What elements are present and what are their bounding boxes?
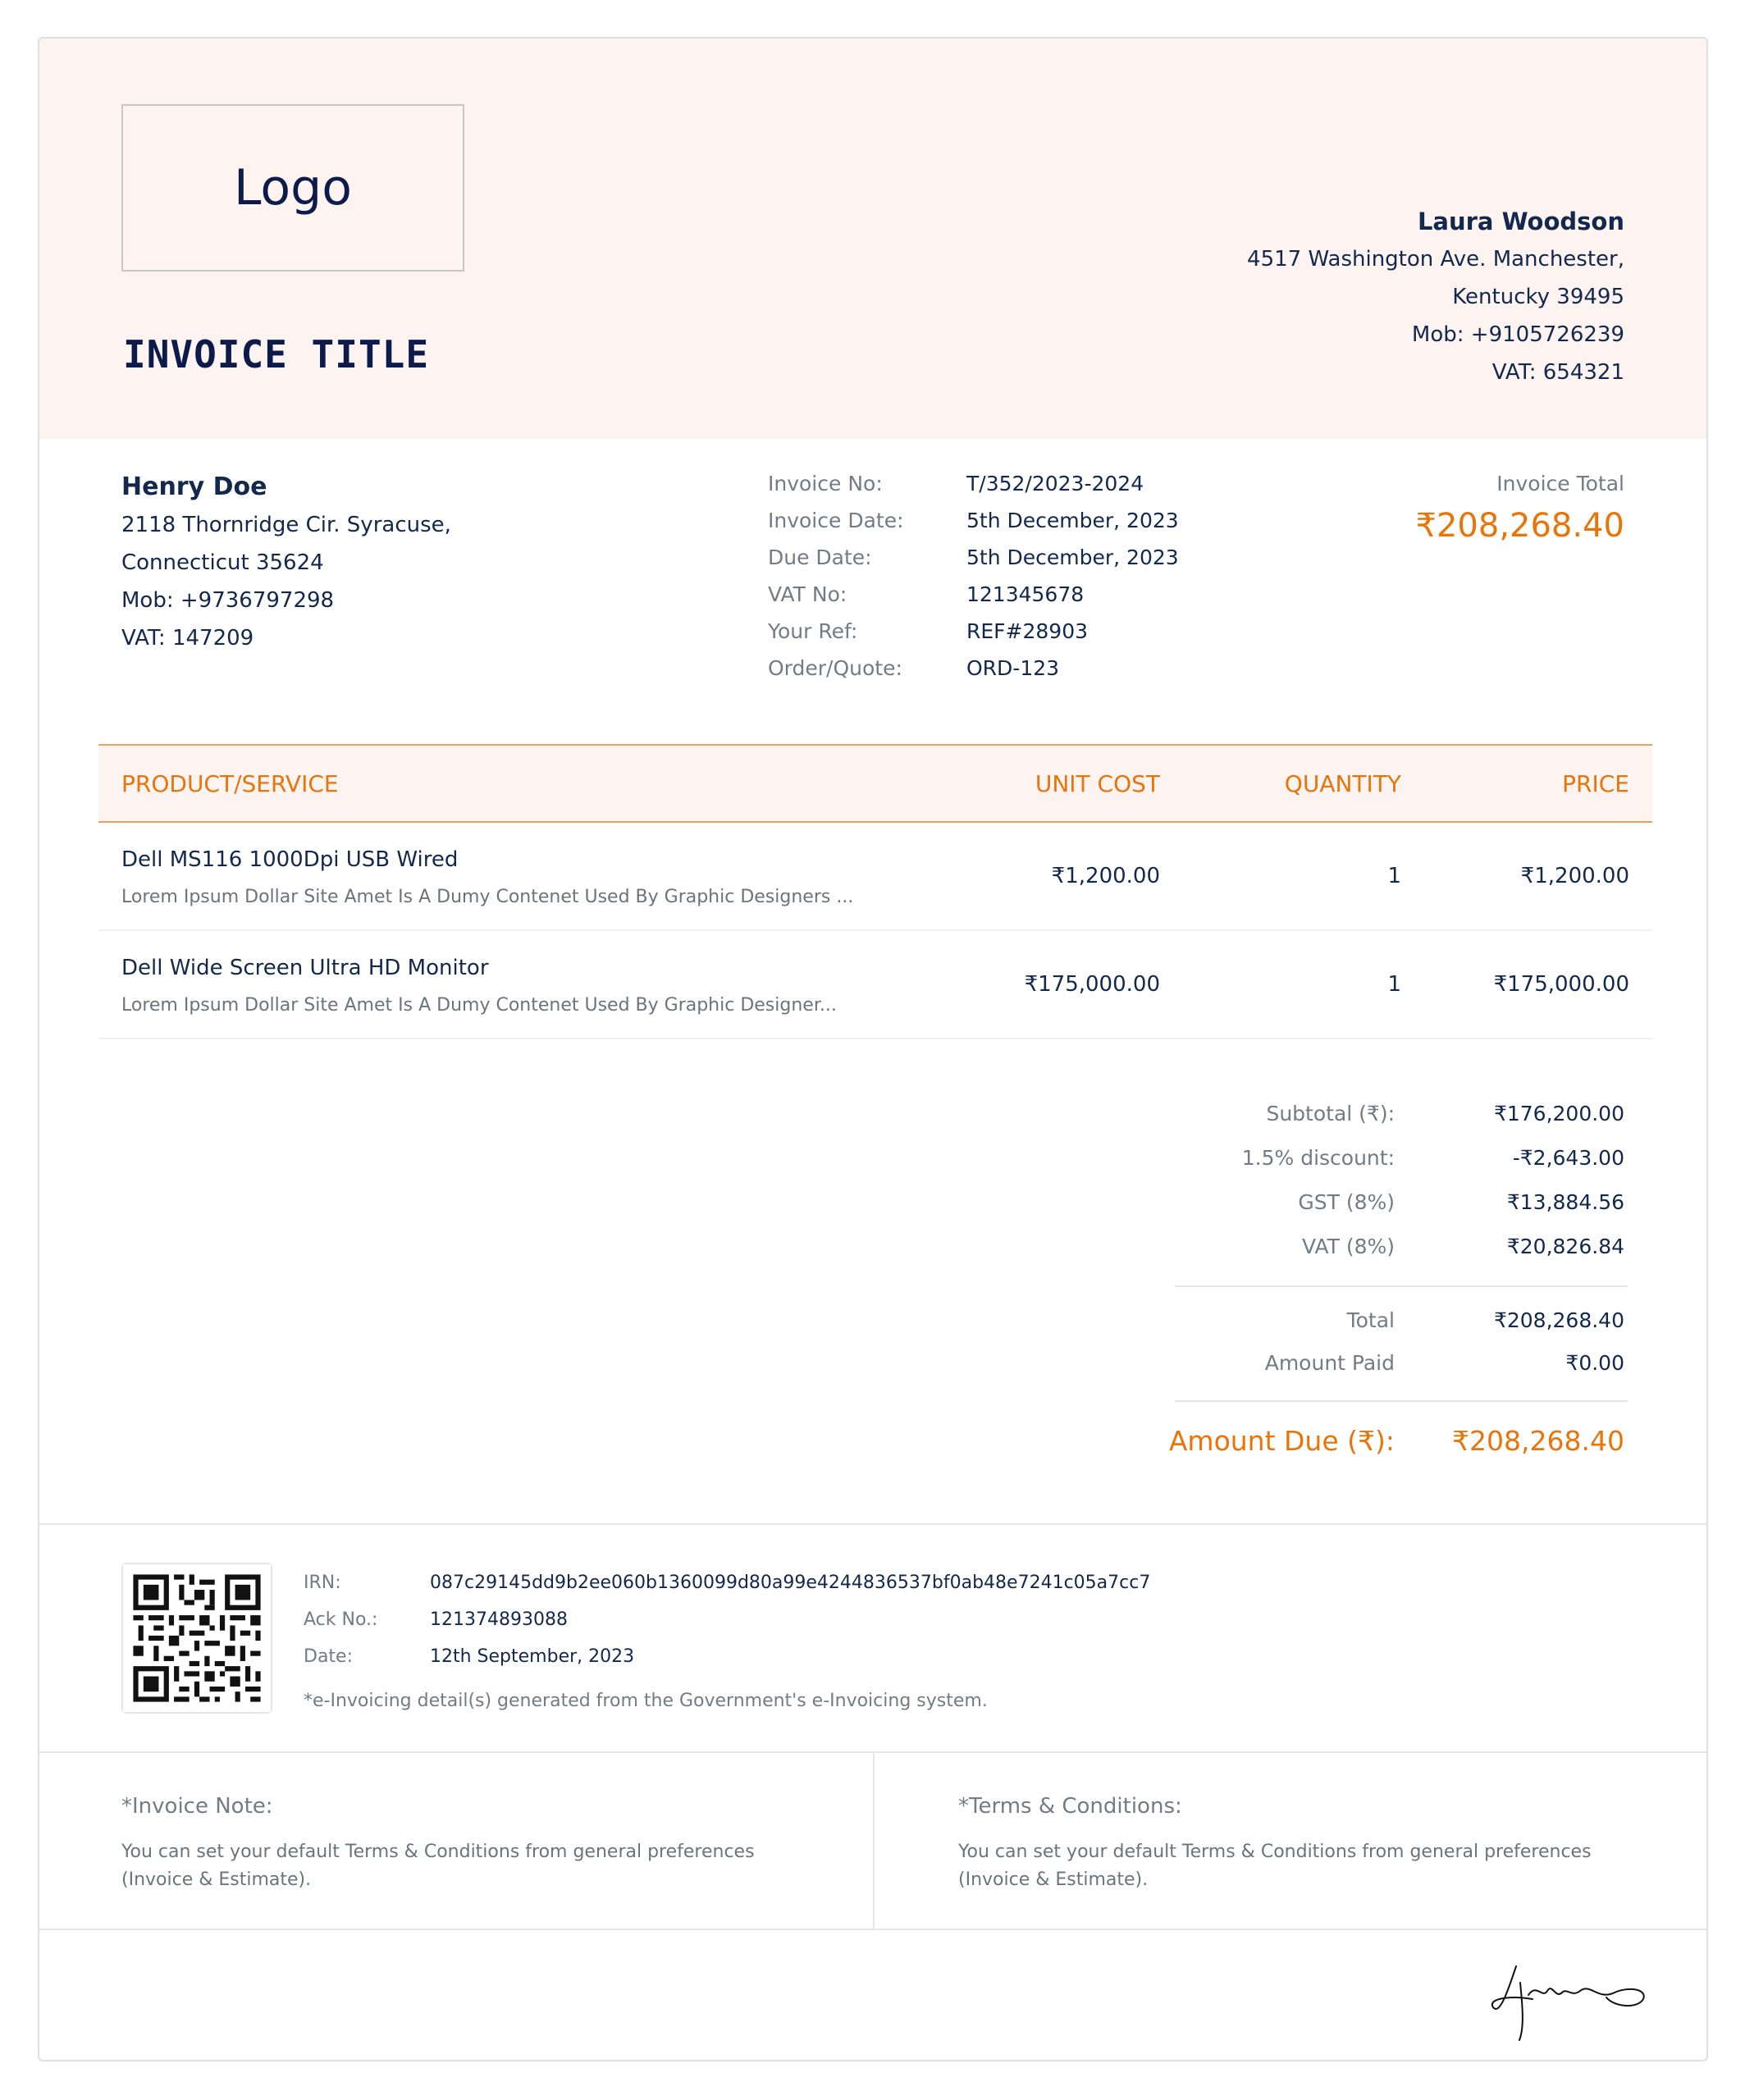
einv-date-value: 12th September, 2023 bbox=[430, 1646, 635, 1667]
summary-amount-due bbox=[1116, 1425, 1624, 1469]
header-unit-cost: UNIT COST bbox=[1035, 770, 1160, 797]
total-value: ₹208,268.40 bbox=[1493, 1308, 1624, 1332]
meta-label: Your Ref: bbox=[768, 619, 858, 643]
subtotal-value: ₹176,200.00 bbox=[1493, 1102, 1624, 1125]
meta-row bbox=[768, 502, 1179, 539]
table-row bbox=[98, 931, 1652, 1039]
vat-value: ₹20,826.84 bbox=[1506, 1235, 1624, 1258]
total-label: Total bbox=[1346, 1308, 1395, 1332]
e-invoice-note: *e-Invoicing detail(s) generated from the Government's e-Invoicing system. bbox=[304, 1691, 988, 1711]
notes-column-divider bbox=[873, 1753, 875, 1929]
sender-vat: VAT: 654321 bbox=[1491, 360, 1624, 385]
qr-code bbox=[121, 1563, 272, 1714]
meta-label: Invoice Date: bbox=[768, 509, 904, 532]
ack-label: Ack No.: bbox=[304, 1609, 378, 1630]
einv-date-row bbox=[304, 1638, 1150, 1675]
summary-subtotal bbox=[1116, 1102, 1624, 1146]
buyer-vat: VAT: 147209 bbox=[121, 626, 254, 651]
summary-amount-paid bbox=[1116, 1351, 1624, 1395]
meta-label: Due Date: bbox=[768, 546, 872, 569]
item-quantity: 1 bbox=[1387, 972, 1401, 997]
meta-row bbox=[768, 539, 1179, 576]
invoice-total-box bbox=[1416, 465, 1624, 545]
header-quantity: QUANTITY bbox=[1284, 770, 1401, 797]
item-name: Dell Wide Screen Ultra HD Monitor bbox=[121, 956, 489, 980]
amount-due-value: ₹208,268.40 bbox=[1452, 1425, 1624, 1457]
einv-date-label: Date: bbox=[304, 1646, 353, 1667]
discount-value: -₹2,643.00 bbox=[1512, 1146, 1624, 1170]
meta-value: 5th December, 2023 bbox=[966, 546, 1179, 569]
ack-value: 121374893088 bbox=[430, 1609, 568, 1630]
gst-label: GST (8%) bbox=[1298, 1190, 1395, 1214]
summary-divider bbox=[1175, 1400, 1628, 1402]
meta-label: VAT No: bbox=[768, 582, 847, 606]
item-unit-cost: ₹1,200.00 bbox=[1051, 864, 1160, 888]
sender-name: Laura Woodson bbox=[1417, 208, 1624, 235]
logo-placeholder: Logo bbox=[121, 104, 464, 272]
invoice-card bbox=[38, 37, 1708, 2061]
meta-value: 5th December, 2023 bbox=[966, 509, 1179, 532]
section-divider bbox=[39, 1523, 1706, 1525]
terms-text: You can set your default Terms & Conditions from general preferences (Invoice & Estimate). bbox=[958, 1842, 1592, 1890]
irn-label: IRN: bbox=[304, 1573, 341, 1593]
e-invoice-details bbox=[304, 1564, 1150, 1675]
qr-code-icon bbox=[123, 1564, 271, 1712]
invoice-title: INVOICE TITLE bbox=[123, 332, 430, 377]
table-row bbox=[98, 823, 1652, 931]
invoice-total-value: ₹208,268.40 bbox=[1415, 507, 1624, 545]
item-unit-cost: ₹175,000.00 bbox=[1024, 972, 1160, 997]
meta-row bbox=[768, 465, 1179, 502]
invoice-meta bbox=[768, 465, 1179, 687]
header-price: PRICE bbox=[1562, 770, 1629, 797]
terms-title: *Terms & Conditions: bbox=[958, 1794, 1182, 1819]
gst-value: ₹13,884.56 bbox=[1506, 1190, 1624, 1214]
vat-label: VAT (8%) bbox=[1301, 1235, 1395, 1258]
summary-divider bbox=[1175, 1285, 1628, 1287]
ack-row bbox=[304, 1601, 1150, 1638]
buyer-block bbox=[121, 468, 451, 657]
invoice-total-label: Invoice Total bbox=[1496, 472, 1624, 495]
buyer-address-line2: Connecticut 35624 bbox=[121, 550, 324, 575]
meta-label: Order/Quote: bbox=[768, 656, 902, 680]
invoice-note-title: *Invoice Note: bbox=[121, 1794, 273, 1819]
sender-block bbox=[1247, 203, 1624, 391]
subtotal-label: Subtotal (₹): bbox=[1266, 1102, 1395, 1125]
meta-row bbox=[768, 576, 1179, 613]
amount-due-label: Amount Due (₹): bbox=[1168, 1425, 1395, 1457]
meta-row bbox=[768, 650, 1179, 687]
buyer-name: Henry Doe bbox=[121, 472, 267, 501]
invoice-note-text: You can set your default Terms & Conditions from general preferences (Invoice & Estimate). bbox=[121, 1842, 755, 1890]
sender-mobile: Mob: +9105726239 bbox=[1411, 322, 1624, 347]
items-table-header bbox=[98, 744, 1652, 823]
meta-row bbox=[768, 613, 1179, 650]
item-description: Lorem Ipsum Dollar Site Amet Is A Dumy Contenet Used By Graphic Designers ... bbox=[121, 887, 854, 907]
summary-total bbox=[1116, 1308, 1624, 1353]
irn-value: 087c29145dd9b2ee060b1360099d80a99e4244836537bf0ab48e7241c05a7cc7 bbox=[430, 1573, 1151, 1593]
discount-label: 1.5% discount: bbox=[1241, 1146, 1395, 1170]
signature-icon bbox=[1483, 1950, 1664, 2048]
summary-vat bbox=[1116, 1235, 1624, 1279]
summary-gst bbox=[1116, 1190, 1624, 1235]
sender-address-line2: Kentucky 39495 bbox=[1452, 285, 1624, 309]
sender-address-line1: 4517 Washington Ave. Manchester, bbox=[1247, 247, 1624, 272]
meta-value: 121345678 bbox=[966, 582, 1085, 606]
item-description: Lorem Ipsum Dollar Site Amet Is A Dumy Contenet Used By Graphic Designer... bbox=[121, 995, 837, 1016]
amount-paid-label: Amount Paid bbox=[1264, 1351, 1395, 1375]
buyer-mobile: Mob: +9736797298 bbox=[121, 588, 335, 613]
irn-row bbox=[304, 1564, 1150, 1601]
meta-value: T/352/2023-2024 bbox=[966, 472, 1144, 495]
header-product: PRODUCT/SERVICE bbox=[121, 770, 339, 797]
meta-value: ORD-123 bbox=[966, 656, 1060, 680]
item-price: ₹1,200.00 bbox=[1520, 864, 1629, 888]
buyer-address-line1: 2118 Thornridge Cir. Syracuse, bbox=[121, 513, 451, 537]
section-divider bbox=[39, 1929, 1706, 1930]
meta-label: Invoice No: bbox=[768, 472, 883, 495]
item-quantity: 1 bbox=[1387, 864, 1401, 888]
meta-value: REF#28903 bbox=[966, 619, 1089, 643]
item-price: ₹175,000.00 bbox=[1493, 972, 1629, 997]
item-name: Dell MS116 1000Dpi USB Wired bbox=[121, 847, 459, 872]
summary-discount bbox=[1116, 1146, 1624, 1190]
amount-paid-value: ₹0.00 bbox=[1565, 1351, 1624, 1375]
